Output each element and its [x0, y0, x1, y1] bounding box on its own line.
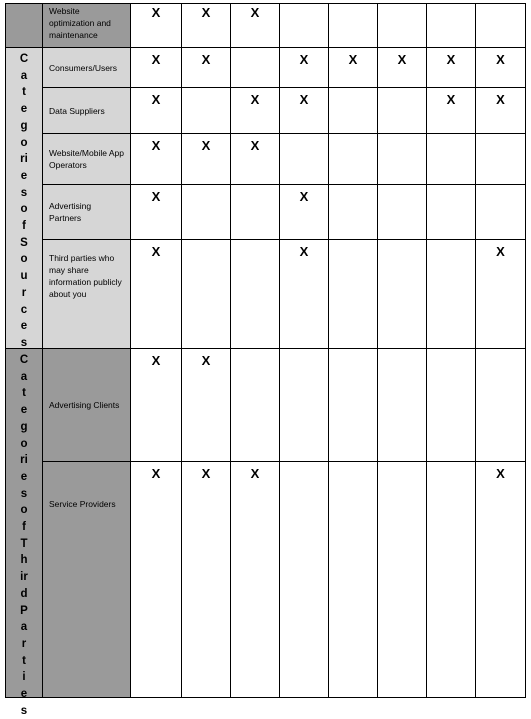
vertical-label-glyph: i — [22, 671, 26, 684]
vertical-label-glyph: T — [20, 537, 28, 550]
vertical-label-glyph: a — [20, 621, 28, 634]
mark-cell — [427, 462, 476, 698]
mark-cell: X — [280, 48, 329, 88]
mark-cell — [427, 349, 476, 462]
mark-cell — [378, 4, 427, 48]
mark-cell — [231, 240, 280, 349]
mark-cell — [182, 88, 231, 134]
mark-cell — [378, 240, 427, 349]
mark-cell: X — [476, 462, 526, 698]
vertical-label-glyph: c — [20, 303, 28, 316]
mark-cell — [231, 48, 280, 88]
mark-cell: X — [427, 88, 476, 134]
vertical-label-glyph: o — [20, 253, 28, 266]
mark-cell: X — [231, 462, 280, 698]
mark-cell: X — [231, 88, 280, 134]
vertical-label-glyph: o — [20, 203, 28, 216]
vertical-label-glyph: e — [20, 470, 28, 483]
vertical-label-glyph: o — [20, 504, 28, 517]
vertical-label-glyph: r — [21, 637, 27, 650]
mark-cell — [427, 185, 476, 240]
category-cell-continued — [6, 4, 43, 48]
mark-cell — [280, 462, 329, 698]
mark-cell: X — [131, 462, 182, 698]
vertical-label-glyph: C — [19, 53, 29, 65]
row-label: Advertising Partners — [43, 185, 131, 240]
vertical-label-glyph: d — [20, 587, 28, 600]
vertical-label-glyph: f — [22, 521, 26, 534]
mark-cell: X — [280, 240, 329, 349]
vertical-label-glyph: s — [20, 487, 28, 500]
mark-cell: X — [131, 88, 182, 134]
mark-cell — [329, 134, 378, 185]
vertical-label-glyph: e — [20, 688, 28, 701]
mark-cell: X — [231, 134, 280, 185]
mark-cell: X — [182, 4, 231, 48]
mark-cell — [378, 88, 427, 134]
vertical-label-glyph: s — [20, 704, 28, 717]
mark-cell: X — [131, 240, 182, 349]
vertical-label-glyph: r — [21, 286, 27, 299]
mark-cell — [280, 349, 329, 462]
mark-cell — [427, 134, 476, 185]
mark-cell: X — [131, 349, 182, 462]
vertical-label-glyph: ri — [20, 454, 28, 467]
mark-cell: X — [329, 48, 378, 88]
mark-cell: X — [131, 4, 182, 48]
mark-cell — [182, 185, 231, 240]
vertical-label-glyph: S — [20, 236, 28, 249]
vertical-label-glyph: e — [20, 103, 28, 116]
mark-cell: X — [182, 349, 231, 462]
vertical-label-glyph: t — [22, 387, 26, 400]
mark-cell — [427, 240, 476, 349]
mark-cell — [329, 462, 378, 698]
row-label: Consumers/Users — [43, 48, 131, 88]
mark-cell — [476, 185, 526, 240]
vertical-label-glyph: a — [20, 69, 28, 82]
mark-cell — [378, 134, 427, 185]
mark-cell: X — [131, 134, 182, 185]
row-label: Third parties who may share information publicly about you — [43, 240, 131, 349]
vertical-label-glyph: e — [20, 320, 28, 333]
group-label-sources — [6, 48, 43, 349]
row-label: Website optimization and maintenance — [43, 4, 131, 48]
mark-cell — [427, 4, 476, 48]
mark-cell — [476, 4, 526, 48]
vertical-label-glyph: h — [20, 554, 28, 567]
mark-cell — [231, 185, 280, 240]
row-label: Data Suppliers — [43, 88, 131, 134]
vertical-label-glyph: ri — [20, 153, 28, 166]
vertical-label-glyph: e — [20, 404, 28, 417]
group-label-third-parties — [6, 349, 43, 717]
vertical-label-glyph: g — [20, 119, 28, 132]
vertical-label-glyph: t — [22, 86, 26, 99]
mark-cell — [329, 185, 378, 240]
mark-cell — [378, 349, 427, 462]
vertical-label-glyph: o — [20, 136, 28, 149]
mark-cell — [329, 349, 378, 462]
mark-cell — [476, 349, 526, 462]
mark-cell — [280, 4, 329, 48]
mark-cell: X — [131, 48, 182, 88]
mark-cell: X — [280, 185, 329, 240]
mark-cell: X — [476, 240, 526, 349]
mark-cell — [182, 240, 231, 349]
vertical-label-glyph: o — [20, 437, 28, 450]
mark-cell — [329, 4, 378, 48]
vertical-label-glyph: a — [20, 370, 28, 383]
mark-cell — [329, 240, 378, 349]
row-label: Service Providers — [43, 462, 131, 698]
row-label: Advertising Clients — [43, 349, 131, 462]
vertical-label-glyph: t — [22, 654, 26, 667]
vertical-label-glyph: ir — [20, 571, 28, 584]
categories-table — [5, 3, 526, 717]
mark-cell — [280, 134, 329, 185]
vertical-label-glyph: e — [20, 169, 28, 182]
vertical-label-glyph: f — [22, 220, 26, 233]
vertical-label-glyph: C — [19, 354, 29, 366]
mark-cell: X — [182, 48, 231, 88]
vertical-label-glyph: u — [20, 270, 28, 283]
mark-cell — [378, 185, 427, 240]
mark-cell: X — [280, 88, 329, 134]
vertical-label-glyph: P — [20, 604, 28, 617]
mark-cell: X — [131, 185, 182, 240]
mark-cell: X — [231, 4, 280, 48]
vertical-label-glyph: s — [20, 336, 28, 349]
mark-cell — [378, 462, 427, 698]
vertical-label-glyph: g — [20, 420, 28, 433]
mark-cell: X — [476, 88, 526, 134]
mark-cell: X — [182, 134, 231, 185]
mark-cell: X — [427, 48, 476, 88]
vertical-label-glyph: s — [20, 186, 28, 199]
mark-cell — [476, 134, 526, 185]
mark-cell — [231, 349, 280, 462]
mark-cell: X — [378, 48, 427, 88]
mark-cell — [329, 88, 378, 134]
mark-cell: X — [476, 48, 526, 88]
row-label: Website/Mobile App Operators — [43, 134, 131, 185]
mark-cell: X — [182, 462, 231, 698]
